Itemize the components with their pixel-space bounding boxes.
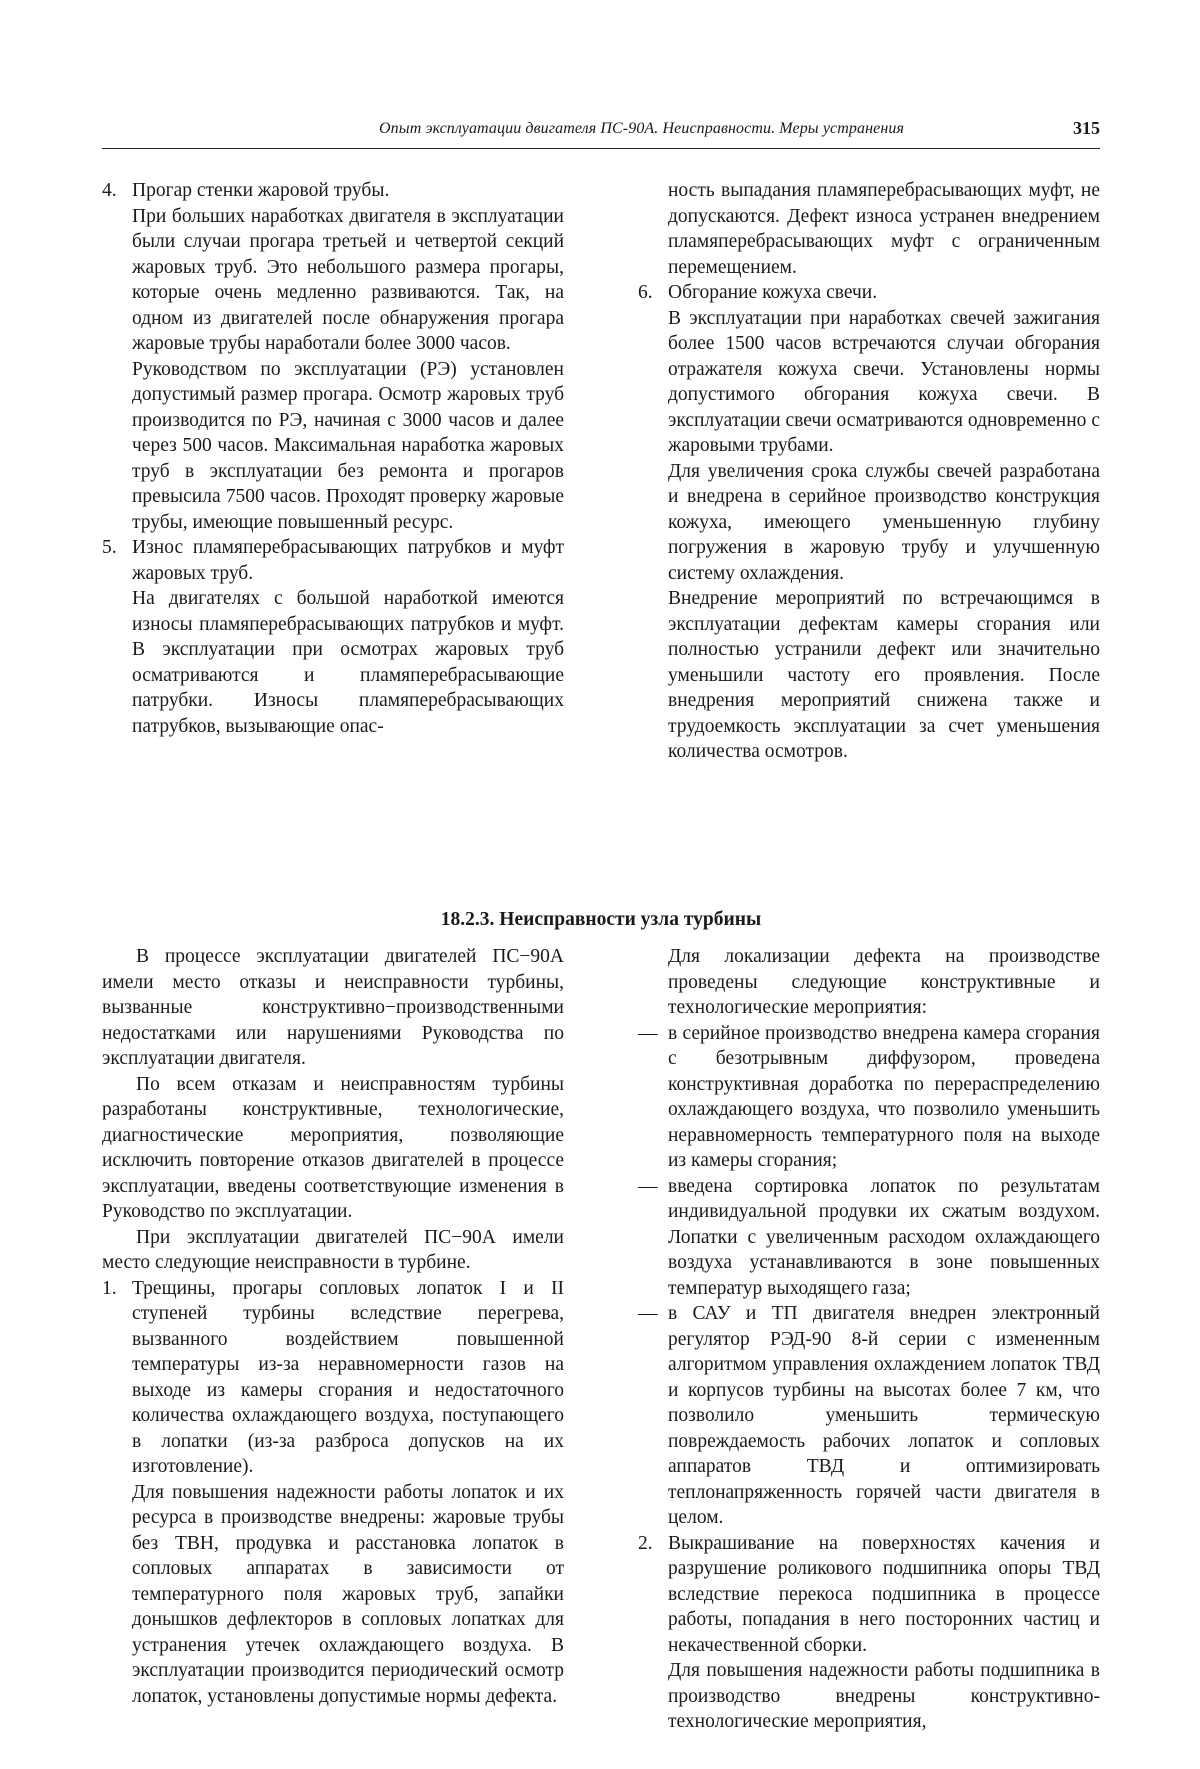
list-item-1 xyxy=(102,1276,564,1710)
list-item-2 xyxy=(638,1531,1100,1735)
list-item-6 xyxy=(638,280,1100,765)
item-title: Прогар стенки жаровой трубы. xyxy=(132,180,390,201)
paragraph: Для локализации дефекта на производстве проведены следующие конструктивные и технологические мероприятия: xyxy=(668,946,1100,1018)
item-number: 6. xyxy=(638,282,653,303)
paragraph: По всем отказам и неисправностям турбины разработаны конструктивные, технологические, диагностические мероприятия, позволяющие исключить повторение отказов двигателей в процессе эксплуатации, введены соответствующие изменения в Руководство по эксплуатации. xyxy=(102,1073,564,1222)
item-title: Обгорание кожуха свечи. xyxy=(668,282,878,303)
book-page xyxy=(102,112,1100,1732)
item-number: 5. xyxy=(102,537,117,558)
section-heading: 18.2.3. Неисправности узла турбины xyxy=(440,909,762,930)
list-item-5 xyxy=(102,535,564,739)
dash-list-item xyxy=(638,1021,1100,1174)
paragraph: При эксплуатации двигателей ПС−90А имели место следующие неисправности в турбине. xyxy=(102,1226,564,1273)
paragraph: При больших наработках двигателя в эксплуатации были случаи прогара третьей и четвертой секций жаровых труб. Это небольшого размера прогары, которые очень медленно развиваются. Так, на одном из двигателей после обнаружения прогара жаровые трубы наработали более 3000 часов. xyxy=(132,205,564,354)
paragraph: Выкрашивание на поверхностях качения и разрушение роликового подшипника опоры ТВД вследствие перекоса подшипника в процессе работы, попадания в него посторонних частиц и некачественной сборки. xyxy=(668,1532,1100,1656)
paragraph: Для повышения надежности работы лопаток и их ресурса в производстве внедрены: жаровые трубы без ТВН, продувка и расстановка лопаток в сопловых аппаратах в зависимости от температурного поля жаровых труб, запайки донышков дефлекторов в сопловых лопатках для устранения утечек охлаждающего воздуха. В эксплуатации производится периодический осмотр лопаток, установлены допустимые нормы дефекта. xyxy=(132,1481,564,1707)
lower-left-column xyxy=(102,944,564,1709)
running-header xyxy=(102,112,1100,149)
page-number: 315 xyxy=(1073,118,1100,138)
item-number: 2. xyxy=(638,1532,653,1554)
paragraph: в САУ и ТП двигателя внедрен электронный регулятор РЭД-90 8-й серии с измененным алгоритмом управления охлаждением лопаток ТВД и корпусов турбины на высотах более 7 км, что позволило уменьшить термическую повреждаемость рабочих лопаток и сопловых аппаратов ТВД и оптимизировать теплонапряженность горячей части двигателя в целом. xyxy=(668,1303,1100,1528)
paragraph: в серийное производство внедрена камера сгорания с безотрывным диффузором, проведена конструктивная доработка по перераспределению охлаждающего воздуха, что позволило уменьшить неравномерность температурного поля на выходе из камеры сгорания; xyxy=(668,1022,1100,1171)
paragraph: введена сортировка лопаток по результатам индивидуальной продувки их сжатым воздухом. Лопатки с увеличенным расходом охлаждающего воздуха устанавливаются в зоне повышенных температур выходящего газа; xyxy=(668,1175,1100,1299)
lower-right-column xyxy=(638,944,1100,1735)
upper-left-column xyxy=(102,178,564,739)
item-number: 4. xyxy=(102,180,117,201)
paragraph: В процессе эксплуатации двигателей ПС−90А имели место отказы и неисправности турбины, вызванные конструктивно−производственными недостатками или нарушениями Руководства по эксплуатации двигателя. xyxy=(102,946,564,1069)
paragraph: Для повышения надежности работы подшипника в производство внедрены конструктивно-технологические мероприятия, xyxy=(668,1660,1100,1732)
paragraph: Внедрение мероприятий по встречающимся в эксплуатации дефектам камеры сгорания или полностью устранили дефект или значительно уменьшили частоту его проявления. После внедрения мероприятий снижена также и трудоемкость эксплуатации за счет уменьшения количества осмотров. xyxy=(668,588,1100,762)
dash-list-item xyxy=(638,1174,1100,1302)
paragraph: Для увеличения срока службы свечей разработана и внедрена в серийное производство конструкция кожуха, имеющего уменьшенную глубину погружения в жаровую трубу и улучшенную систему охлаждения. xyxy=(668,460,1100,584)
dash-marker: — xyxy=(638,1303,658,1324)
paragraph: На двигателях с большой наработкой имеются износы пламяперебрасывающих патрубков и муфт. В эксплуатации при осмотрах жаровых труб осматриваются и пламяперебрасывающие патрубки. Износы пламяперебрасывающих патрубков, вызывающие опас- xyxy=(132,588,564,737)
paragraph: ность выпадания пламяперебрасывающих муфт, не допускаются. Дефект износа устранен внедрением пламяперебрасывающих муфт с ограниченным перемещением. xyxy=(668,180,1100,278)
paragraph: В эксплуатации при наработках свечей зажигания более 1500 часов встречаются случаи обгорания отражателя кожуха свечи. Установлены нормы допустимого обгорания кожуха свечи. В эксплуатации свечи осматриваются одновременно с жаровыми трубами. xyxy=(668,307,1100,456)
dash-marker: — xyxy=(638,1022,658,1044)
list-item-4 xyxy=(102,178,564,535)
item-number: 1. xyxy=(102,1277,117,1299)
running-title: Опыт эксплуатации двигателя ПС-90А. Неисправности. Меры устранения xyxy=(379,120,904,137)
item-title: Износ пламяперебрасывающих патрубков и муфт жаровых труб. xyxy=(132,537,564,584)
paragraph: Руководством по эксплуатации (РЭ) установлен допустимый размер прогара. Осмотр жаровых труб производится по РЭ, начиная с 3000 часов и далее через 500 часов. Максимальная наработка жаровых труб в эксплуатации без ремонта и прогаров превысила 7500 часов. Проходят проверку жаровые трубы, имеющие повышенный ресурс. xyxy=(132,358,564,533)
dash-list-item xyxy=(638,1301,1100,1531)
paragraph: Трещины, прогары сопловых лопаток I и II ступеней турбины вследствие перегрева, вызванного воздействием повышенной температуры из-за неравномерности газов на выходе из камеры сгорания и недостаточного количества охлаждающего воздуха, поступающего в лопатки (из-за разброса допусков на их изготовление). xyxy=(132,1277,564,1477)
upper-right-column xyxy=(638,178,1100,765)
dash-marker: — xyxy=(638,1175,658,1197)
